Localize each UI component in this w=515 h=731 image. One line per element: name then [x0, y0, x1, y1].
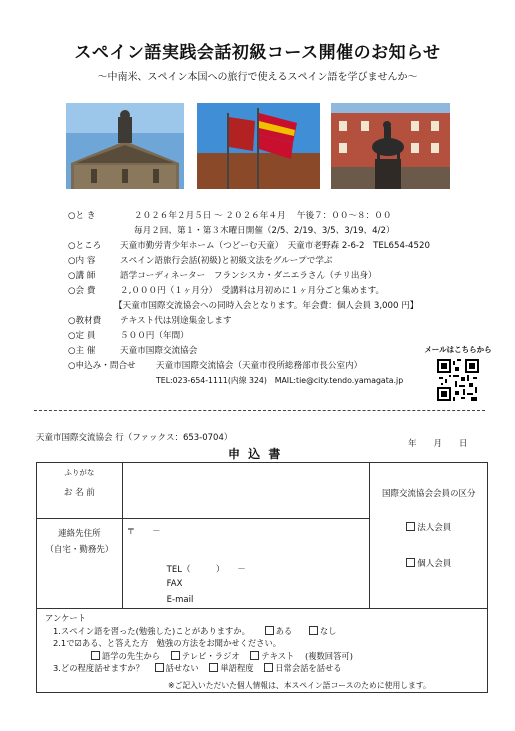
form-recipient: 天童市国際交流協会 行（ファックス：653-0704）	[36, 433, 233, 443]
survey-q2: 2.1で☑ある、と答えた方 勉強の方法をお聞かせください。	[53, 638, 282, 648]
form-date: 年 月 日	[408, 439, 468, 449]
option-label: 話せない	[165, 663, 199, 673]
cut-line	[34, 410, 485, 411]
option-label: 個人会員	[417, 559, 452, 569]
email-field[interactable]: E-mail	[166, 595, 194, 605]
checkbox[interactable]	[309, 626, 318, 635]
q2-option-text[interactable]	[250, 651, 294, 661]
detail-value: 毎月２回、第１・第３木曜日開催（2/5、2/19、3/5、3/19、4/2）	[134, 226, 395, 236]
detail-label: ○申込み・問合せ	[68, 361, 136, 371]
qr-code[interactable]	[437, 359, 479, 401]
survey-title: アンケート	[45, 613, 86, 623]
page-title: スペイン語実践会話初級コース開催のお知らせ	[74, 43, 441, 63]
fax-field[interactable]: FAX	[166, 579, 183, 589]
detail-label: ○主 催	[68, 346, 96, 356]
detail-value: ２,０００円（１ヶ月分） 受講料は月初めに１ヶ月分ごと集めます。	[120, 286, 385, 296]
q2-option-tv-radio[interactable]	[171, 651, 240, 661]
address-label: 連絡先住所	[58, 529, 101, 539]
photo-plaza-statue	[331, 103, 450, 189]
detail-value: 語学コーディネーター フランシスカ・ダニエラさん（チリ出身）	[120, 271, 377, 281]
tel-field[interactable]: TEL（ ） －	[166, 565, 246, 575]
photo-building-statue	[66, 103, 184, 189]
checkbox[interactable]	[264, 663, 273, 672]
page-subtitle: ～中南米、スペイン本国への旅行で使えるスペイン語を学びませんか～	[97, 72, 418, 83]
name-label: お 名 前	[63, 488, 95, 498]
detail-row-contact-info	[68, 375, 428, 387]
detail-label: ○ところ	[68, 241, 102, 251]
option-label: テレビ・ラジオ	[181, 650, 240, 661]
detail-row-capacity	[68, 330, 428, 342]
detail-row-date	[68, 210, 428, 222]
form-heading: 申 込 書	[228, 447, 283, 461]
question-text: 1.スペイン語を習った(勉強した)ことがありますか。	[53, 625, 250, 636]
q3-option-words[interactable]	[209, 663, 253, 673]
event-details	[68, 210, 428, 387]
q1-option-no[interactable]	[309, 626, 337, 636]
membership-cell	[370, 463, 488, 609]
option-label: 日常会話を話せる	[275, 663, 342, 673]
detail-value: 天童市国際交流協会	[120, 346, 198, 356]
detail-row-fee	[68, 285, 428, 297]
contact-info: TEL:023-654-1111(内線 324) MAIL:tie@city.tendo.yamagata.jp	[156, 376, 404, 385]
detail-value: ２０２６年２月５日 ～ ２０２６年４月 午後７：００～８：００	[134, 211, 392, 221]
qr-label: メールはこちらから	[424, 345, 492, 354]
qr-section	[416, 344, 500, 401]
detail-value: 天童市国際交流協会（天童市役所総務部市長公室内）	[156, 361, 363, 371]
detail-row-materials	[68, 315, 428, 327]
photo-spanish-flags	[197, 103, 320, 189]
option-label: 語学の先生から	[102, 650, 161, 661]
furigana-label: ふりがな	[64, 468, 95, 477]
option-label: なし	[319, 625, 337, 636]
q1-option-yes[interactable]	[265, 626, 293, 636]
option-label: 法人会員	[417, 523, 452, 533]
detail-label: ○会 費	[68, 286, 96, 296]
q2-note: (複数回答可)	[304, 650, 353, 661]
q3-option-none[interactable]	[155, 663, 199, 673]
detail-row-contact	[68, 360, 428, 372]
survey-q1	[45, 625, 479, 638]
detail-row-place	[68, 240, 428, 252]
detail-value: 【天童市国際交流協会への同時入会となります。年会費：個人会員 3,000 円】	[114, 301, 419, 311]
postal-mark: 〒 －	[126, 527, 161, 537]
detail-value: テキスト代は別途集金します	[120, 316, 232, 326]
detail-row-content	[68, 255, 428, 267]
privacy-note: ※ご記入いただいた個人情報は、本スペイン語コースのために使用します。	[168, 681, 431, 690]
detail-label: ○定 員	[68, 331, 96, 341]
name-input-cell[interactable]	[122, 463, 370, 519]
option-label: ある	[275, 625, 293, 636]
application-form-table	[36, 462, 488, 693]
name-label-cell	[37, 463, 123, 519]
checkbox[interactable]	[250, 651, 259, 660]
checkbox[interactable]	[406, 558, 415, 567]
membership-option-individual[interactable]	[370, 557, 487, 569]
address-sublabel: （自宅・勤務先）	[45, 545, 114, 555]
checkbox[interactable]	[265, 626, 274, 635]
detail-label: ○教材費	[68, 316, 102, 326]
address-input-cell[interactable]	[122, 519, 370, 609]
checkbox[interactable]	[91, 651, 100, 660]
membership-label: 国際交流協会会員の区分	[381, 489, 476, 499]
checkbox[interactable]	[209, 663, 218, 672]
checkbox[interactable]	[155, 663, 164, 672]
address-label-cell	[37, 519, 123, 609]
option-label: テキスト	[261, 650, 295, 661]
detail-label: ○講 師	[68, 271, 96, 281]
question-text: 3.どの程度話せますか？	[53, 663, 144, 673]
q3-option-daily[interactable]	[264, 663, 341, 673]
detail-value: スペイン語旅行会話(初級)と初級文法をグループで学ぶ	[120, 256, 333, 266]
detail-value: ５００円（年間）	[120, 331, 189, 341]
checkbox[interactable]	[406, 522, 415, 531]
survey-q3	[45, 662, 479, 675]
detail-label: ○と き	[68, 211, 96, 221]
detail-row-membership	[68, 300, 428, 312]
detail-row-schedule	[68, 225, 428, 237]
detail-value: 天童市勤労青少年ホーム（つどーむ天童） 天童市老野森 2-6-2 TEL654-4520	[120, 241, 430, 251]
membership-option-corp[interactable]	[370, 521, 487, 533]
checkbox[interactable]	[171, 651, 180, 660]
detail-label: ○内 容	[68, 256, 96, 266]
survey-q2-options	[45, 650, 479, 663]
detail-row-organizer	[68, 345, 428, 357]
q2-option-teacher[interactable]	[91, 651, 160, 661]
detail-row-instructor	[68, 270, 428, 282]
option-label: 単語程度	[220, 663, 254, 673]
